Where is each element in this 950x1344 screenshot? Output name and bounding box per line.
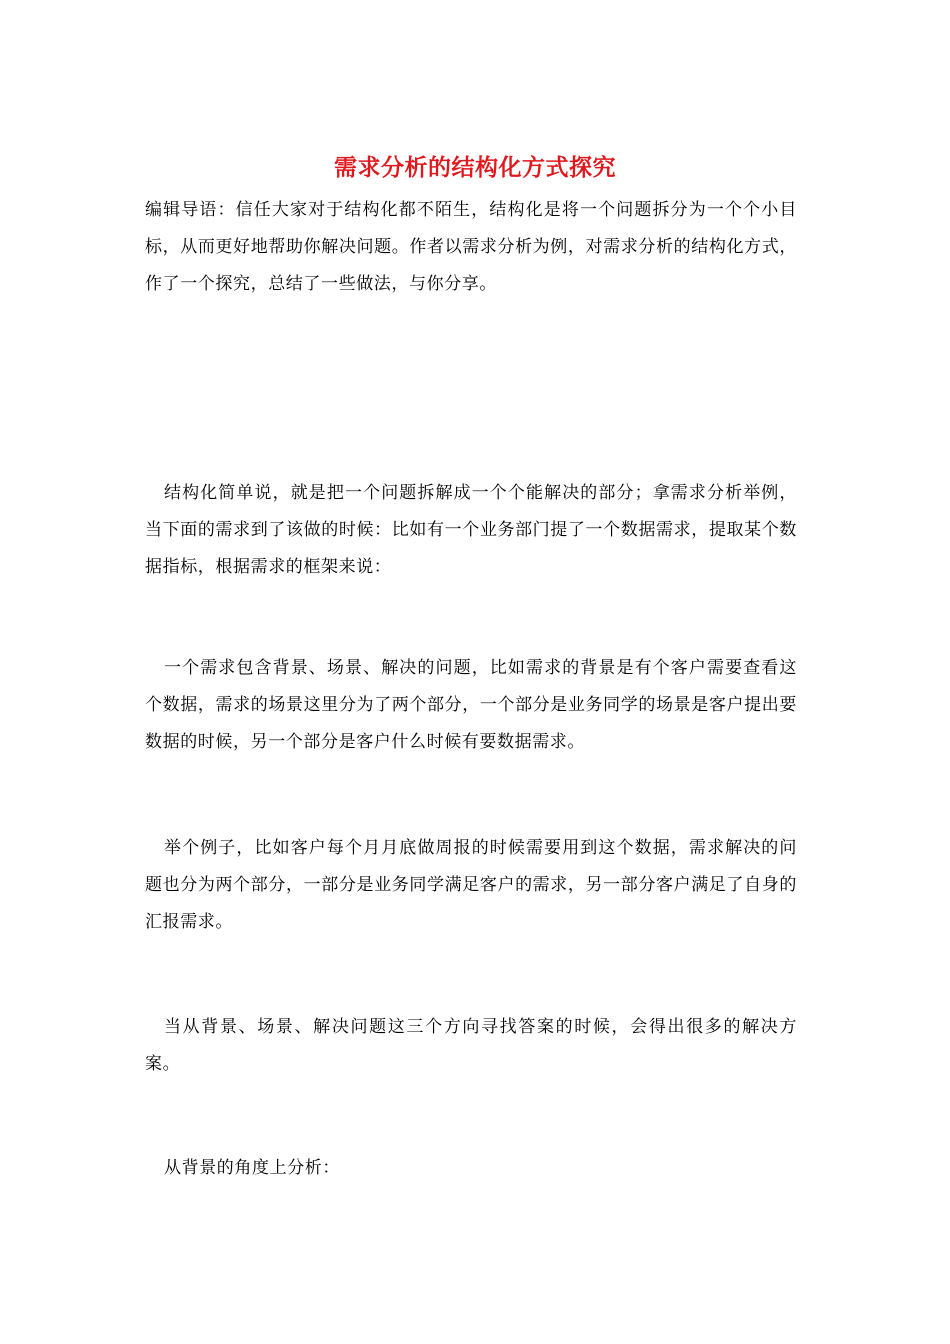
body-paragraph: 举个例子，比如客户每个月月底做周报的时候需要用到这个数据，需求解决的问题也分为两个部分，一部分是业务同学满足客户的需求，另一部分客户满足了自身的汇报需求。 <box>145 838 797 932</box>
document-title: 需求分析的结构化方式探究 <box>334 154 616 181</box>
body-paragraph: 从背景的角度上分析： <box>164 1158 340 1178</box>
body-paragraph: 一个需求包含背景、场景、解决的问题，比如需求的背景是有个客户需要查看这个数据，需求的场景这里分为了两个部分，一个部分是业务同学的场景是客户提出要数据的时候，另一个部分是客户什么时候有要数据需求。 <box>145 658 797 752</box>
editor-intro-paragraph: 编辑导语：信任大家对于结构化都不陌生，结构化是将一个问题拆分为一个个小目标，从而更好地帮助你解决问题。作者以需求分析为例，对需求分析的结构化方式，作了一个探究，总结了一些做法，与你分享。 <box>145 200 797 294</box>
body-paragraph: 当从背景、场景、解决问题这三个方向寻找答案的时候，会得出很多的解决方案。 <box>145 1017 797 1074</box>
body-paragraph: 结构化简单说，就是把一个问题拆解成一个个能解决的部分；拿需求分析举例，当下面的需求到了该做的时候：比如有一个业务部门提了一个数据需求，提取某个数据指标，根据需求的框架来说： <box>145 483 797 577</box>
